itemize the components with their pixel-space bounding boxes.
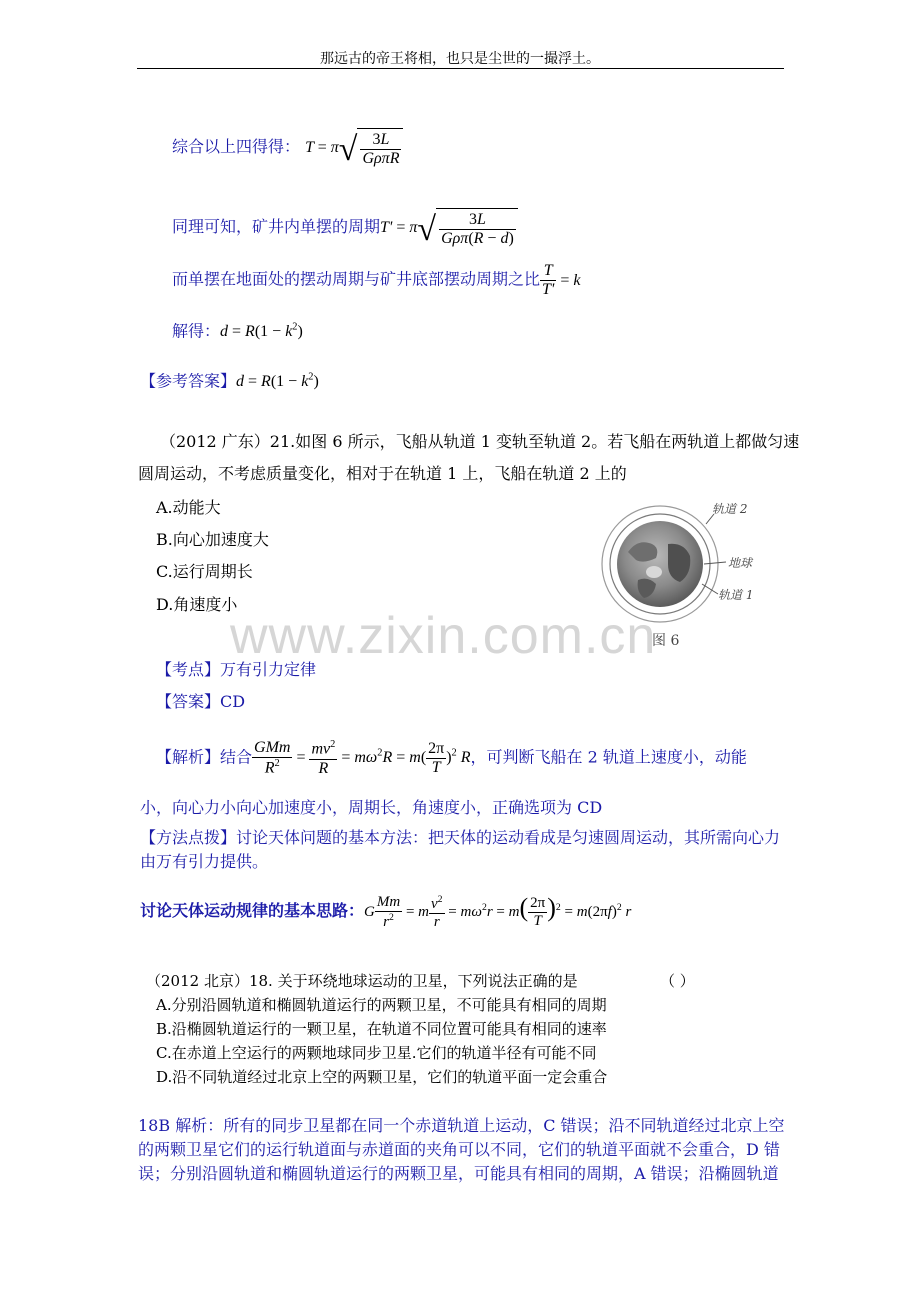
page-header bbox=[0, 48, 920, 68]
method-line1: 【方法点拨】讨论天体问题的基本方法：把天体的运动看成是匀速圆周运动，其所需向心力 bbox=[140, 828, 781, 847]
basic-idea-formula: G $\frac{Mm}{r^2}$ = m $\frac{v^2}{r}$ = $m\omega^2r = m$( $\frac{2\pi}{T}$ )$^2 = m(2\pi f)^2$ r bbox=[364, 893, 632, 931]
analysis-prefix: 【解析】结合 bbox=[156, 747, 253, 767]
q18-analysis-line3: 误；分别沿圆轨道和椭圆轨道运行的两颗卫星，可能具有相同的周期，A 错误；沿椭圆轨道 bbox=[138, 1164, 779, 1183]
answer-label: 【参考答案】 bbox=[140, 371, 237, 391]
ratio-formula: $\frac{T}{T'}$ = k bbox=[542, 262, 581, 299]
line3-text: 而单摆在地面处的摆动周期与矿井底部摆动周期之比 bbox=[172, 269, 541, 289]
solve-formula: $d = R(1 - k^2)$ bbox=[220, 322, 303, 341]
basic-idea-line bbox=[140, 892, 631, 931]
formula-line-mine-period bbox=[172, 208, 518, 249]
q21-answer: 【答案】CD bbox=[156, 692, 246, 711]
q18-option-d: D.沿不同轨道经过北京上空的两颗卫星，它们的轨道平面一定会重合 bbox=[156, 1068, 608, 1086]
answer-formula: $d = R(1 - k^2)$ bbox=[236, 372, 319, 391]
q21-kaodian: 【考点】万有引力定律 bbox=[156, 660, 317, 679]
label-earth: 地球 bbox=[728, 556, 753, 570]
gravity-formula: $\frac{\text{GMm}}{R^2}$ = $\frac{mv^2}{R}$ = $m\omega^2R = m$( $\frac{2\pi}{T}$ )$^2$ R bbox=[254, 739, 471, 777]
q18-paren: （ ） bbox=[660, 972, 695, 990]
line1-text: 综合以上四得得： bbox=[172, 137, 301, 157]
q21-stem-line1: （2012 广东）21.如图 6 所示，飞船从轨道 1 变轨至轨道 2。若飞船在两轨道上都做匀速 bbox=[160, 432, 800, 451]
q21-option-d: D.角速度小 bbox=[156, 595, 238, 614]
q18-option-b: B.沿椭圆轨道运行的一颗卫星，在轨道不同位置可能具有相同的速率 bbox=[156, 1020, 607, 1038]
q21-analysis-line1 bbox=[156, 738, 747, 778]
q18-option-a: A.分别沿圆轨道和椭圆轨道运行的两颗卫星，不可能具有相同的周期 bbox=[156, 996, 607, 1014]
label-orbit-1: 轨道 1 bbox=[718, 588, 754, 602]
reference-answer bbox=[140, 362, 319, 398]
method-line2: 由万有引力提供。 bbox=[140, 852, 269, 871]
q21-option-c: C.运行周期长 bbox=[156, 562, 253, 581]
formula-line-ratio bbox=[172, 262, 580, 300]
q21-option-a: A.动能大 bbox=[156, 498, 221, 517]
line4-text: 解得： bbox=[172, 321, 221, 341]
formula-line-period bbox=[172, 128, 403, 169]
period-formula: T = π√ $\frac{3L}{\text{GρπR}}$ bbox=[305, 139, 403, 156]
header-text: 那远古的帝王将相，也只是尘世的一撮浮土。 bbox=[320, 51, 600, 67]
q21-analysis-line2: 小，向心力小向心加速度小，周期长，角速度小，正确选项为 CD bbox=[140, 798, 603, 817]
basic-idea-label: 讨论天体运动规律的基本思路： bbox=[140, 901, 365, 920]
analysis-suffix: ，可判断飞船在 2 轨道上速度小，动能 bbox=[470, 747, 747, 767]
header-rule bbox=[137, 68, 784, 69]
q21-stem-line2: 圆周运动，不考虑质量变化，相对于在轨道 1 上，飞船在轨道 2 上的 bbox=[138, 464, 627, 483]
label-orbit-2: 轨道 2 bbox=[712, 502, 748, 516]
q18-option-c: C.在赤道上空运行的两颗地球同步卫星.它们的轨道半径有可能不同 bbox=[156, 1044, 597, 1062]
q18-stem: （2012 北京）18. 关于环绕地球运动的卫星，下列说法正确的是 bbox=[146, 972, 578, 990]
q18-analysis-line2: 的两颗卫星它们的运行轨道面与赤道面的夹角可以不同，它们的轨道平面就不会重合，D 错 bbox=[138, 1140, 780, 1159]
line2-text: 同理可知，矿井内单摆的周期 bbox=[172, 217, 381, 237]
figure-caption: 图 6 bbox=[652, 633, 680, 649]
mine-period-formula: T' = π√ $\frac{3L}{\text{Gρπ(R − d)}}$ bbox=[380, 219, 518, 236]
q18-analysis-line1: 18B 解析：所有的同步卫星都在同一个赤道轨道上运动，C 错误；沿不同轨道经过北京上空 bbox=[138, 1116, 785, 1135]
solve-line bbox=[172, 312, 303, 348]
watermark: www.zixin.com.cn bbox=[230, 607, 657, 665]
q21-option-b: B.向心加速度大 bbox=[156, 530, 269, 549]
